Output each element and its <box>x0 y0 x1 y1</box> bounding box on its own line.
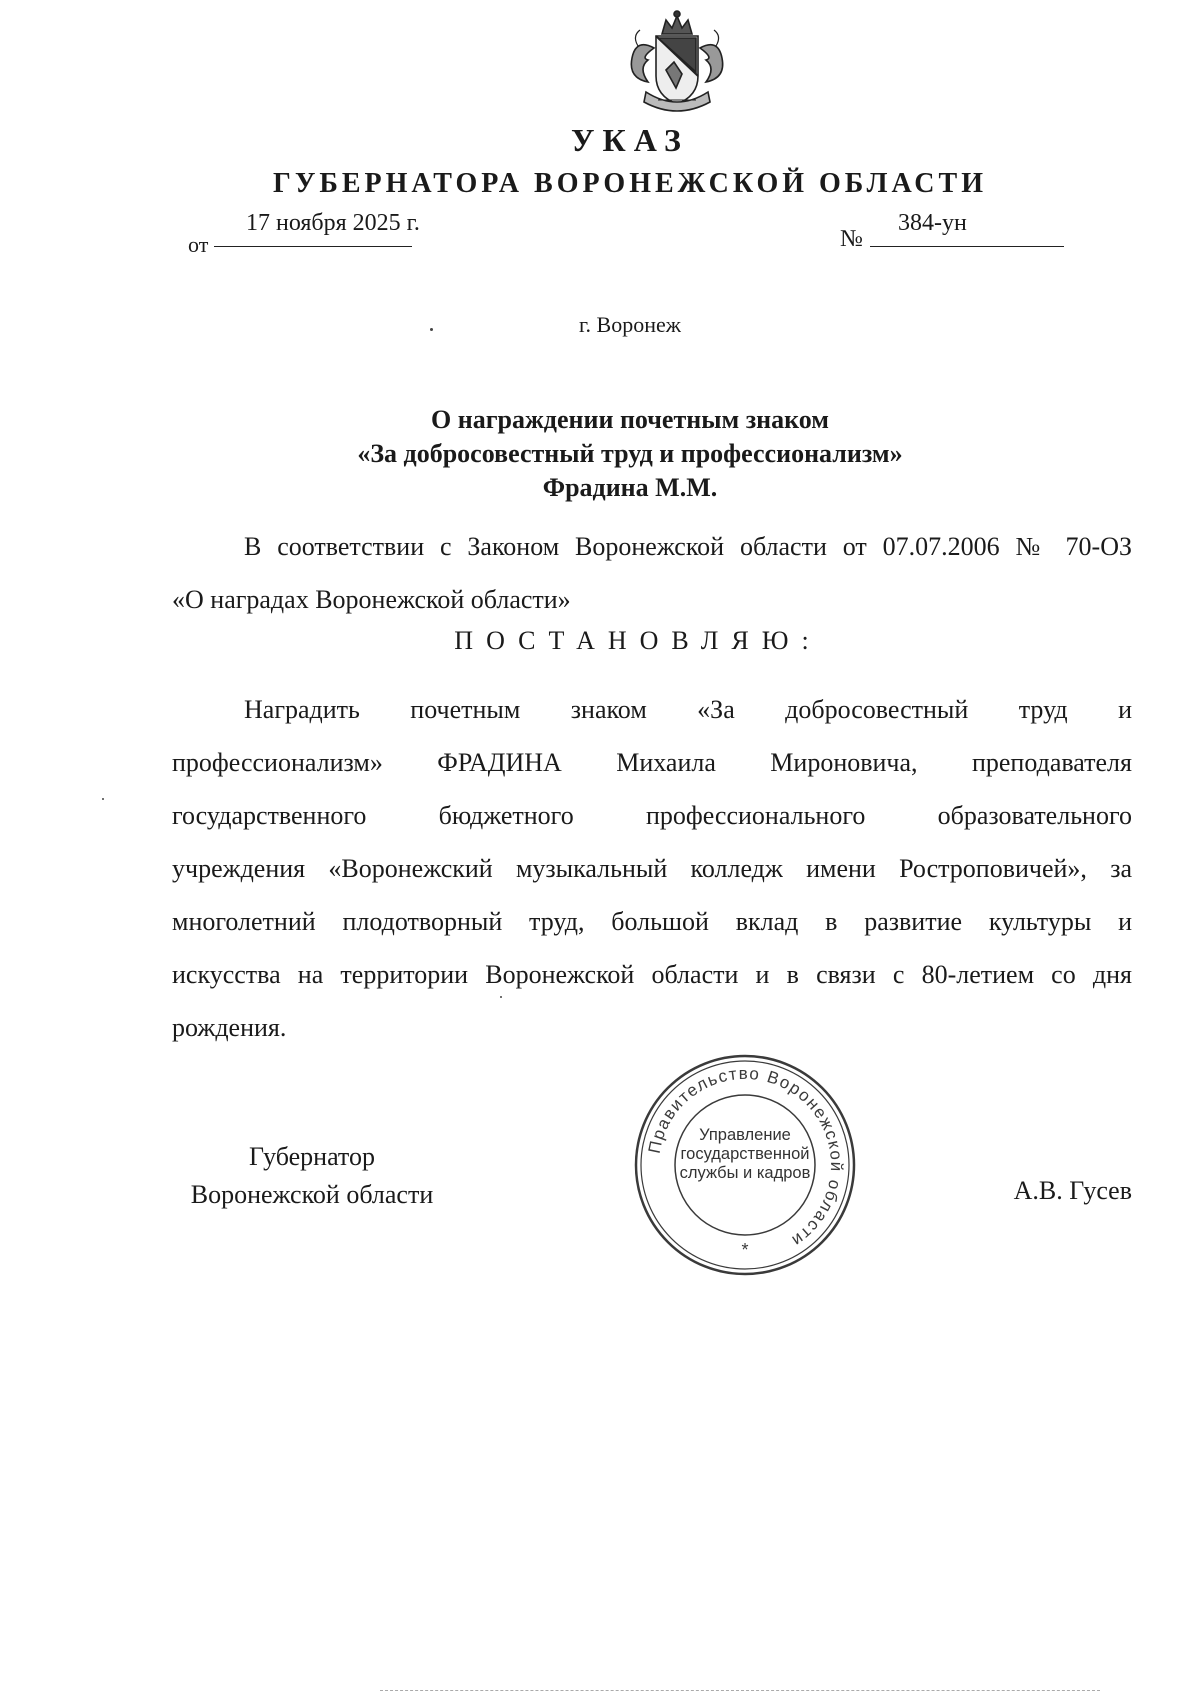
issuer-title: ГУБЕРНАТОРА ВОРОНЕЖСКОЙ ОБЛАСТИ <box>273 168 987 199</box>
main-paragraph <box>172 683 1132 1054</box>
svg-text:Правительство Воронежской обла: Правительство Воронежской области <box>644 1063 847 1252</box>
city-line: г. Воронеж <box>579 312 681 337</box>
signer-name: А.В. Гусев <box>1013 1176 1132 1205</box>
coat-of-arms-emblem <box>618 8 736 120</box>
svg-text:*: * <box>741 1240 749 1260</box>
signer-position-line: Губернатор <box>249 1142 375 1171</box>
scan-speck <box>500 996 502 998</box>
body-line: Наградить почетным знаком «За добросовестный труд и <box>244 695 1132 724</box>
date-value: 17 ноября 2025 г. <box>246 210 420 236</box>
body-line: профессионализм» ФРАДИНА Михаила Мироновича, преподавателя <box>172 748 1132 777</box>
preamble-paragraph <box>172 520 1132 626</box>
date-label: от <box>188 232 209 257</box>
preamble-line: «О наградах Воронежской области» <box>172 585 571 614</box>
stamp-center-line: государственной <box>680 1145 810 1163</box>
stamp-center-line: Управление <box>699 1126 791 1144</box>
body-line: рождения. <box>172 1013 287 1042</box>
stamp-center-text <box>668 1126 822 1183</box>
stamp-center-line: службы и кадров <box>679 1164 811 1182</box>
heading-line: О награждении почетным знаком <box>430 405 829 434</box>
scan-speck <box>430 328 433 331</box>
date-underline <box>214 246 412 247</box>
scan-speck <box>102 798 104 800</box>
heading-line: Фрадина М.М. <box>542 473 718 502</box>
number-label: № <box>840 226 863 252</box>
signer-position <box>172 1138 452 1214</box>
preamble-line: В соответствии с Законом Воронежской области от 07.07.2006 № 70-ОЗ <box>244 532 1132 561</box>
body-line: учреждения «Воронежский музыкальный колледж имени Ростроповичей», за <box>172 854 1132 883</box>
signer-position-line: Воронежской области <box>190 1180 434 1209</box>
footer-scan-line <box>380 1690 1100 1691</box>
number-underline <box>870 246 1064 247</box>
body-line: многолетний плодотворный труд, большой вклад в развитие культуры и <box>172 907 1132 936</box>
heading-line: «За добросовестный труд и профессионализм» <box>357 439 903 468</box>
number-value: 384-ун <box>898 210 967 236</box>
body-line: государственного бюджетного профессионального образовательного <box>172 801 1132 830</box>
decree-word: ПОСТАНОВЛЯЮ: <box>454 626 822 655</box>
document-type-title: УКАЗ <box>571 122 689 158</box>
body-line: искусства на территории Воронежской области и в связи с 80-летием со дня <box>172 960 1132 989</box>
document-heading <box>0 403 1200 505</box>
